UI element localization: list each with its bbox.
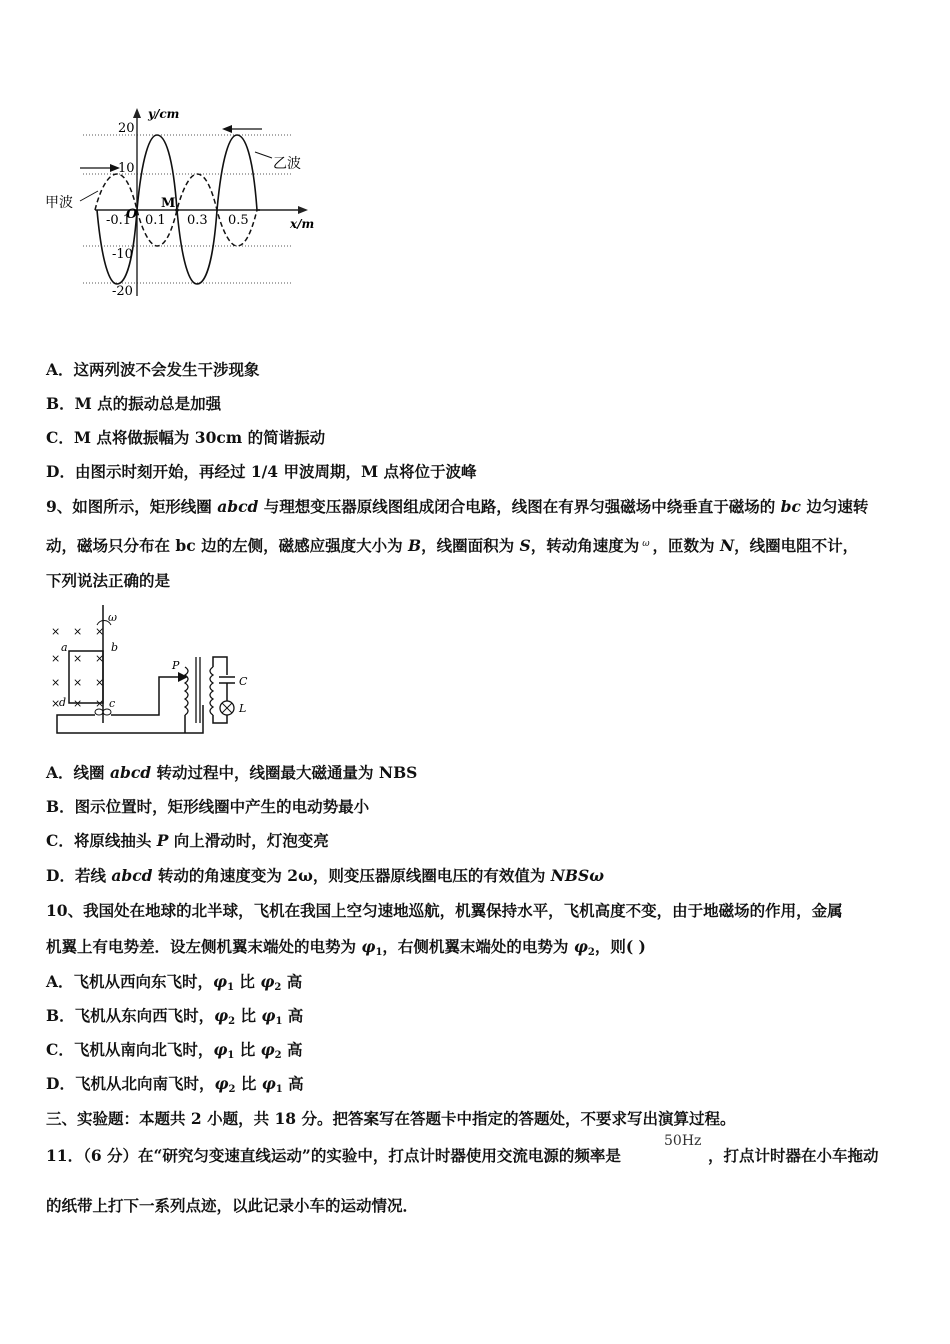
lamp-label: L: [239, 702, 247, 715]
q11-stem-line-2: 的纸带上打下一系列点迹，以此记录小车的运动情况．: [46, 1196, 419, 1215]
x-tick-01: 0.1: [145, 213, 166, 228]
field-cross-1: ×: [51, 625, 61, 638]
field-cross-12: ×: [95, 625, 105, 638]
q9-option-b: B．图示位置时，矩形线圈中产生的电动势最小: [46, 797, 370, 816]
omega-label: ω: [108, 611, 117, 624]
x-tick-neg01: -0.1: [106, 213, 132, 228]
x-axis-label: x/m: [290, 217, 315, 231]
field-cross-9: ×: [51, 697, 61, 710]
wave-a-label: 甲波: [45, 195, 73, 211]
x-axis-arrow: [298, 206, 308, 214]
q9-option-d: D．若线 abcd 转动的角速度变为 2ω，则变压器原线圈电压的有效值为 NBSω: [46, 866, 604, 885]
y-tick-neg20: -20: [112, 284, 133, 299]
y-tick-neg10: -10: [112, 247, 133, 262]
origin-label: O: [126, 207, 138, 222]
q10-stem-line-1: 10、我国处在地球的北半球，飞机在我国上空匀速地巡航，机翼保持水平，飞机高度不变，由于地磁场的作用，金属: [46, 901, 843, 920]
field-cross-2: ×: [73, 625, 83, 638]
q8-option-b: B．M 点的振动总是加强: [46, 394, 222, 413]
coil-label-b: b: [111, 641, 119, 654]
primary-coil: [185, 667, 188, 715]
frequency-value: 50Hz: [664, 1133, 702, 1149]
point-m-label: M: [161, 196, 176, 211]
q9-option-a: A．线圈 abcd 转动过程中，线圈最大磁通量为 NBS: [46, 763, 418, 782]
field-cross-10: ×: [73, 697, 83, 710]
field-cross-6: ×: [51, 676, 61, 689]
tap-label-p: P: [172, 659, 180, 672]
coil-label-a: a: [61, 641, 68, 654]
q10-option-b: B．飞机从东向西飞时，$\varphi_2$ 比 $\varphi_1$ 高: [46, 1006, 304, 1027]
wave-b-label: 乙波: [273, 156, 301, 172]
y-axis-arrow: [133, 108, 141, 118]
q8-option-d: D．由图示时刻开始，再经过 1/4 甲波周期，M 点将位于波峰: [46, 462, 477, 481]
y-tick-10: 10: [118, 161, 135, 176]
q10-option-d: D．飞机从北向南飞时，$\varphi_2$ 比 $\varphi_1$ 高: [46, 1074, 304, 1095]
slip-ring-2: [103, 709, 111, 715]
secondary-bottom-lead: [213, 715, 227, 723]
field-cross-11: ×: [95, 697, 105, 710]
omega-symbol: ω: [642, 539, 650, 549]
wave-diagram: [40, 100, 330, 300]
point-m-dot: [175, 208, 179, 212]
secondary-coil: [210, 667, 213, 715]
q9-stem-line-2: 动，磁场只分布在 bc 边的左侧，磁感应强度大小为 B，线圈面积为 S，转动角速度为 $^\omega$ ，匝数为 N，线圈电阻不计，: [46, 536, 859, 555]
coil-label-c: c: [109, 697, 116, 710]
field-cross-8: ×: [95, 676, 105, 689]
q9-stem-line-1: 9、如图所示，矩形线圈 abcd 与理想变压器原线图组成闭合电路，线图在有界匀强磁场中绕垂直于磁场的 bc 边匀速转: [46, 497, 869, 516]
wave-b-direction-arrow: [222, 125, 232, 133]
field-cross-5: ×: [95, 652, 105, 665]
q11-stem-line-1-end: ，打点计时器在小车拖动: [708, 1146, 879, 1165]
y-tick-20: 20: [118, 121, 135, 136]
q8-option-c: C．M 点将做振幅为 30cm 的简谐振动: [46, 428, 326, 447]
q10-option-a: A．飞机从西向东飞时，$\varphi_1$ 比 $\varphi_2$ 高: [46, 972, 303, 993]
lead-wire-2: [111, 677, 185, 715]
q8-option-a: A．这两列波不会发生干涉现象: [46, 360, 260, 379]
q10-option-c: C．飞机从南向北飞时，$\varphi_1$ 比 $\varphi_2$ 高: [46, 1040, 303, 1061]
circuit-diagram: [45, 605, 265, 745]
coil-label-d: d: [59, 696, 67, 709]
x-tick-03: 0.3: [187, 213, 208, 228]
x-tick-05: 0.5: [228, 213, 249, 228]
circuit-figure: [45, 605, 265, 745]
secondary-top-lead: [213, 657, 227, 675]
q9-stem-line-3: 下列说法正确的是: [46, 571, 171, 590]
section-3-heading: 三、实验题：本题共 2 小题，共 18 分。把答案写在答题卡中指定的答题处，不要求写出演算过程。: [46, 1109, 736, 1128]
capacitor-label: C: [239, 675, 248, 688]
field-cross-7: ×: [73, 676, 83, 689]
wave-a-leader: [80, 191, 98, 201]
q10-stem-line-2: 机翼上有电势差．设左侧机翼末端处的电势为 $\varphi_1$，右侧机翼末端处的电势为 $\varphi_2$，则( ): [46, 937, 646, 958]
field-cross-4: ×: [73, 652, 83, 665]
wave-figure: [40, 100, 330, 300]
field-cross-3: ×: [51, 652, 61, 665]
q11-stem-line-1: 11．（6 分）在“研究匀变速直线运动”的实验中，打点计时器使用交流电源的频率是: [46, 1146, 621, 1165]
y-axis-label: y/cm: [148, 107, 180, 121]
wave-b-leader: [255, 152, 272, 158]
q9-option-c: C．将原线抽头 P 向上滑动时，灯泡变亮: [46, 831, 329, 850]
